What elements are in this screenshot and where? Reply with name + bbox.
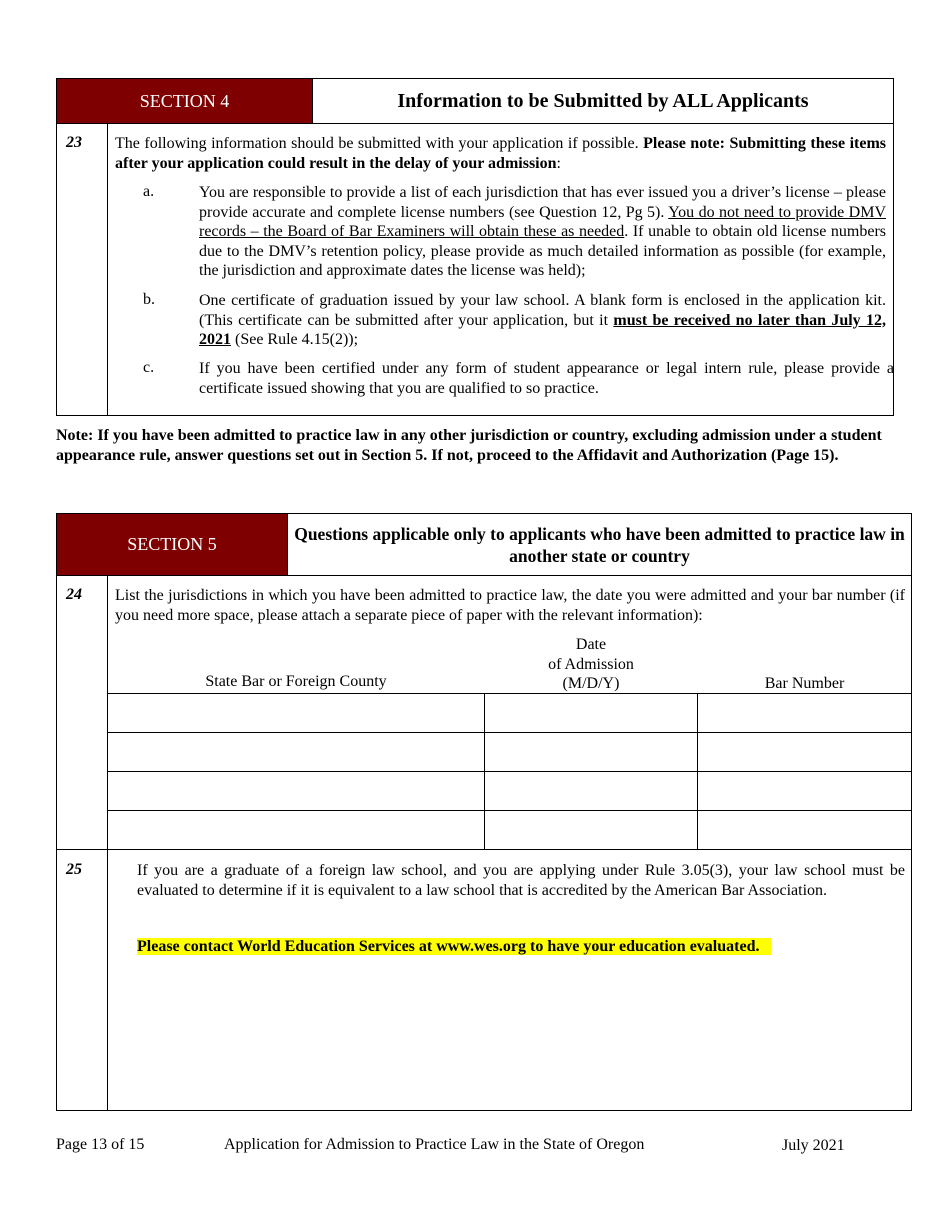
section-4-label: SECTION 4 [57,79,312,123]
question-number-25: 25 [66,861,82,878]
column-header-jurisdiction: State Bar or Foreign County [205,673,387,690]
admission-date-input-3[interactable] [485,772,697,810]
item-a-letter: a. [143,183,155,200]
divider [107,123,108,415]
jurisdiction-input-4[interactable] [108,811,484,849]
column-header-date: Date of Admission (M/D/Y) [548,636,634,692]
item-b-letter: b. [143,291,155,308]
admission-date-input-2[interactable] [485,733,697,771]
footer-date: July 2021 [782,1137,845,1154]
jurisdiction-input-3[interactable] [108,772,484,810]
item-a-text: You are responsible to provide a list of each jurisdiction that has ever issued you a driver’s license – please provide accurate and complete license numbers (see Question 12, Pg 5). You do not need to provide DMV records – the Board of Bar Examiners will obtain these as needed. If unable to obtain old license numbers due to the DMV’s retention policy, please provide as much detailed information as possible (for example, the jurisdiction and approximate dates the license was held); [199,184,886,279]
question-23-intro: The following information should be submitted with your application if possible. Please note: Submitting these items after your application could result in the delay of your admission: [115,135,887,172]
jurisdiction-input-1[interactable] [108,694,484,732]
divider [57,123,893,124]
bar-number-input-3[interactable] [698,772,911,810]
divider [57,575,911,576]
wes-contact-note: Please contact World Education Services at www.wes.org to have your education evaluated. [137,937,771,957]
admission-date-input-1[interactable] [485,694,697,732]
jurisdiction-input-2[interactable] [108,733,484,771]
bar-number-input-4[interactable] [698,811,911,849]
footer-page-number: Page 13 of 15 [56,1136,145,1153]
divider [57,849,911,850]
item-c-letter: c. [143,359,155,376]
admission-date-input-4[interactable] [485,811,697,849]
question-25-text: If you are a graduate of a foreign law school, and you are applying under Rule 3.05(3), your law school must be evaluated to determine if it is equivalent to a law school that is accredited by the American Bar Association. [137,862,905,899]
section-5-table [56,513,912,1111]
item-c-text: If you have been certified under any form of student appearance or legal intern rule, please provide a certificate issued showing that you are qualified to so practice. [199,360,894,397]
section-4-title: Information to be Submitted by ALL Applicants [397,89,809,112]
question-number-24: 24 [66,586,82,603]
item-b-text: One certificate of graduation issued by your law school. A blank form is enclosed in the application kit. (This certificate can be submitted after your application, but it must be received no later than July 12, 2021 (See Rule 4.15(2)); [199,292,886,348]
section-4-table [56,78,894,416]
bar-number-input-1[interactable] [698,694,911,732]
column-header-bar-number: Bar Number [764,675,845,692]
section-5-note: Note: If you have been admitted to practice law in any other jurisdiction or country, excluding admission under a student appearance rule, answer questions set out in Section 5. If not, proceed to the Affidavit and Authorization (Page 15). [56,427,882,464]
section-5-label: SECTION 5 [57,514,287,575]
footer-title: Application for Admission to Practice Law in the State of Oregon [224,1136,645,1153]
bar-number-input-2[interactable] [698,733,911,771]
section-5-title: Questions applicable only to applicants who have been admitted to practice law in another state or country [294,523,905,566]
question-number-23: 23 [66,134,82,151]
question-24-text: List the jurisdictions in which you have been admitted to practice law, the date you were admitted and your bar number (if you need more space, please attach a separate piece of paper with the relevant information): [115,587,905,624]
